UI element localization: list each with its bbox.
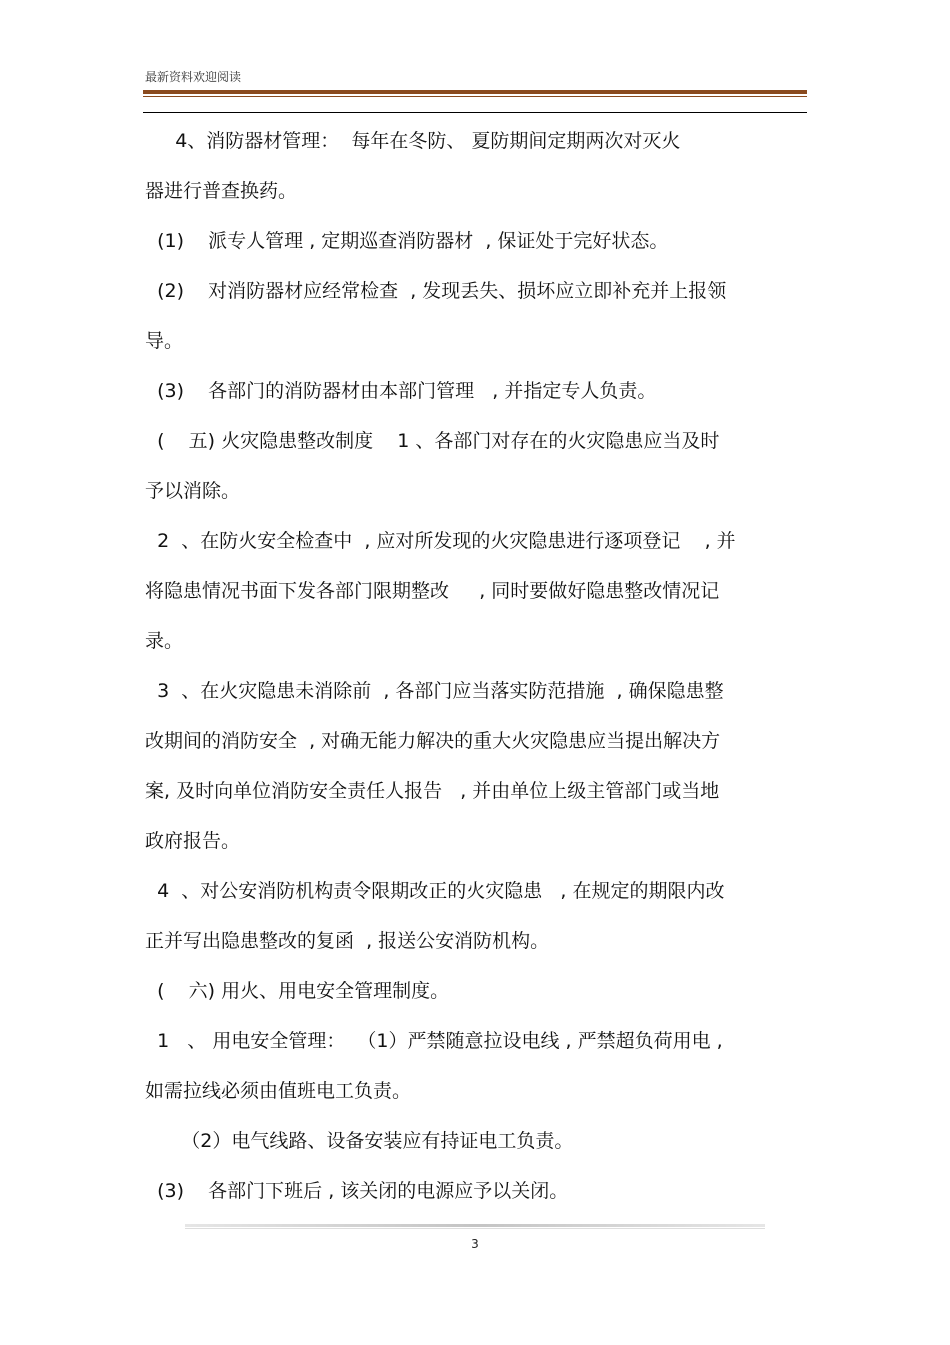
header-divider bbox=[143, 112, 807, 113]
text-line: (3) 各部门的消防器材由本部门管理 , 并指定专人负责。 bbox=[145, 380, 657, 402]
footer-rule bbox=[185, 1224, 765, 1227]
text-line: 将隐患情况书面下发各部门限期整改 , 同时要做好隐患整改情况记 bbox=[145, 580, 720, 602]
header-text: 最新资料欢迎阅读 bbox=[145, 70, 242, 84]
text-line: 4、消防器材管理： 每年在冬防、 夏防期间定期两次对灭火 bbox=[145, 130, 681, 152]
text-line: 2 、在防火安全检查中 , 应对所发现的火灾隐患进行逐项登记 , 并 bbox=[145, 530, 736, 552]
header-rule bbox=[143, 90, 807, 94]
footer-rule-thin bbox=[185, 1228, 765, 1229]
text-line: 改期间的消防安全 , 对确无能力解决的重大火灾隐患应当提出解决方 bbox=[145, 730, 721, 752]
text-line: (2) 对消防器材应经常检查 , 发现丢失、损坏应立即补充并上报领 bbox=[145, 280, 727, 302]
text-line: 如需拉线必须由值班电工负责。 bbox=[145, 1080, 412, 1102]
text-line: 正并写出隐患整改的复函 , 报送公安消防机构。 bbox=[145, 930, 550, 952]
text-line: 4 、对公安消防机构责令限期改正的火灾隐患 , 在规定的期限内改 bbox=[145, 880, 725, 902]
text-line: 案, 及时向单位消防安全责任人报告 , 并由单位上级主管部门或当地 bbox=[145, 780, 720, 802]
page-number: 3 bbox=[471, 1237, 479, 1251]
text-line: ( 六) 用火、用电安全管理制度。 bbox=[145, 980, 450, 1002]
text-line: 录。 bbox=[145, 630, 184, 652]
text-line: 导。 bbox=[145, 330, 184, 352]
text-line: 器进行普查换药。 bbox=[145, 180, 298, 202]
text-line: 3 、在火灾隐患未消除前 , 各部门应当落实防范措施 , 确保隐患整 bbox=[145, 680, 724, 702]
text-line: 1 、 用电安全管理： （1）严禁随意拉设电线 , 严禁超负荷用电 , bbox=[145, 1030, 723, 1052]
text-line: 政府报告。 bbox=[145, 830, 241, 852]
header-rule-thin bbox=[143, 96, 807, 97]
text-line: 予以消除。 bbox=[145, 480, 241, 502]
text-line: (3) 各部门下班后 , 该关闭的电源应予以关闭。 bbox=[145, 1180, 569, 1202]
text-line: (1) 派专人管理 , 定期巡查消防器材 , 保证处于完好状态。 bbox=[145, 230, 669, 252]
text-line: （2）电气线路、设备安装应有持证电工负责。 bbox=[145, 1130, 574, 1152]
text-line: ( 五) 火灾隐患整改制度 1 、各部门对存在的火灾隐患应当及时 bbox=[145, 430, 720, 452]
